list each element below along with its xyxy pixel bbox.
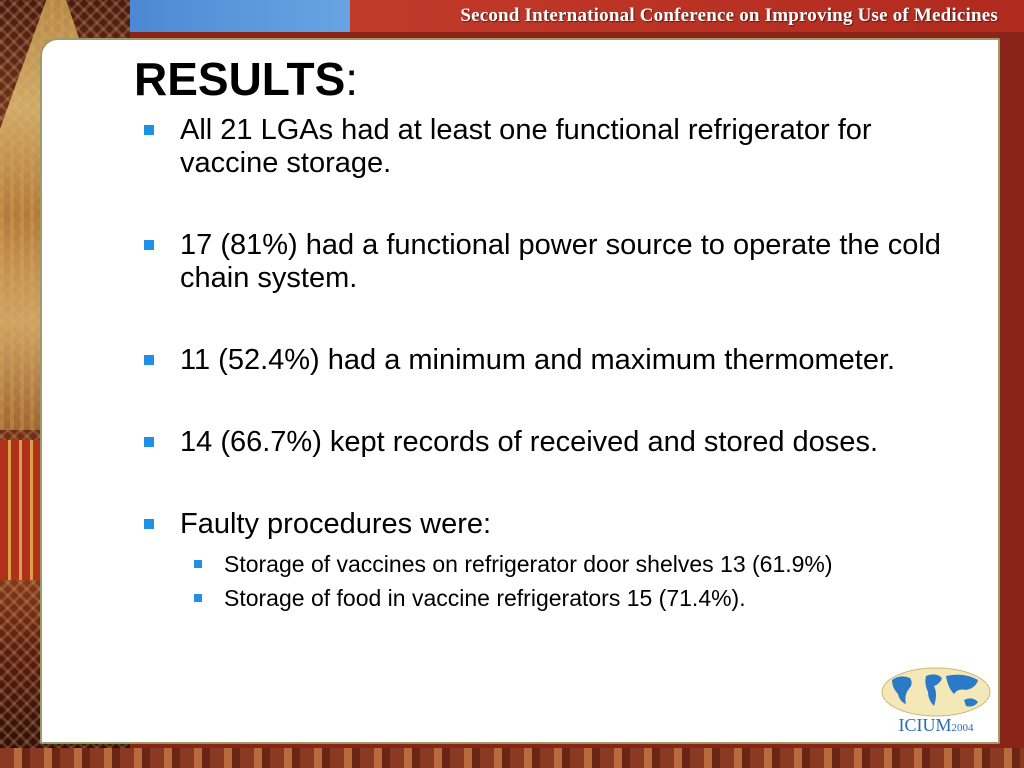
bullet-text: 14 (66.7%) kept records of received and stored doses. xyxy=(180,426,878,458)
slide-title-colon: : xyxy=(345,53,359,105)
bullet-text: 11 (52.4%) had a minimum and maximum thermometer. xyxy=(180,344,896,376)
bullet-item xyxy=(140,114,970,180)
conference-title: Second International Conference on Improving Use of Medicines xyxy=(460,5,998,26)
slide-title-text: RESULTS xyxy=(134,53,346,105)
bullet-square-icon xyxy=(144,125,154,135)
bullet-item xyxy=(140,426,970,459)
icium-logo xyxy=(880,666,992,736)
sub-bullet-text: Storage of vaccines on refrigerator door shelves 13 (61.9%) xyxy=(224,551,833,577)
sub-bullet-square-icon xyxy=(194,594,202,602)
world-map-icon xyxy=(880,666,992,718)
bullet-text: 17 (81%) had a functional power source to operate the cold chain system. xyxy=(180,229,941,294)
sub-bullet-text: Storage of food in vaccine refrigerators 15 (71.4%). xyxy=(224,585,746,611)
logo-name: ICIUM xyxy=(898,715,952,735)
slide-content xyxy=(40,38,1000,744)
conference-banner xyxy=(350,0,1024,32)
bullet-square-icon xyxy=(144,519,154,529)
sub-bullet-list xyxy=(180,547,970,615)
slide-title xyxy=(134,52,358,106)
bullet-square-icon xyxy=(144,437,154,447)
sub-bullet-item xyxy=(180,581,970,615)
sub-bullet-square-icon xyxy=(194,560,202,568)
bullet-item xyxy=(140,344,970,377)
bullet-text: Faulty procedures were: xyxy=(180,508,492,540)
bullet-list xyxy=(140,114,970,615)
logo-year: 2004 xyxy=(951,722,974,734)
logo-text xyxy=(880,715,992,736)
bullet-square-icon xyxy=(144,355,154,365)
bottom-decoration xyxy=(0,748,1024,768)
bullet-item xyxy=(140,508,970,615)
sub-bullet-item xyxy=(180,547,970,581)
bullet-square-icon xyxy=(144,240,154,250)
bullet-item xyxy=(140,229,970,295)
bullet-text: All 21 LGAs had at least one functional refrigerator for vaccine storage. xyxy=(180,114,872,179)
